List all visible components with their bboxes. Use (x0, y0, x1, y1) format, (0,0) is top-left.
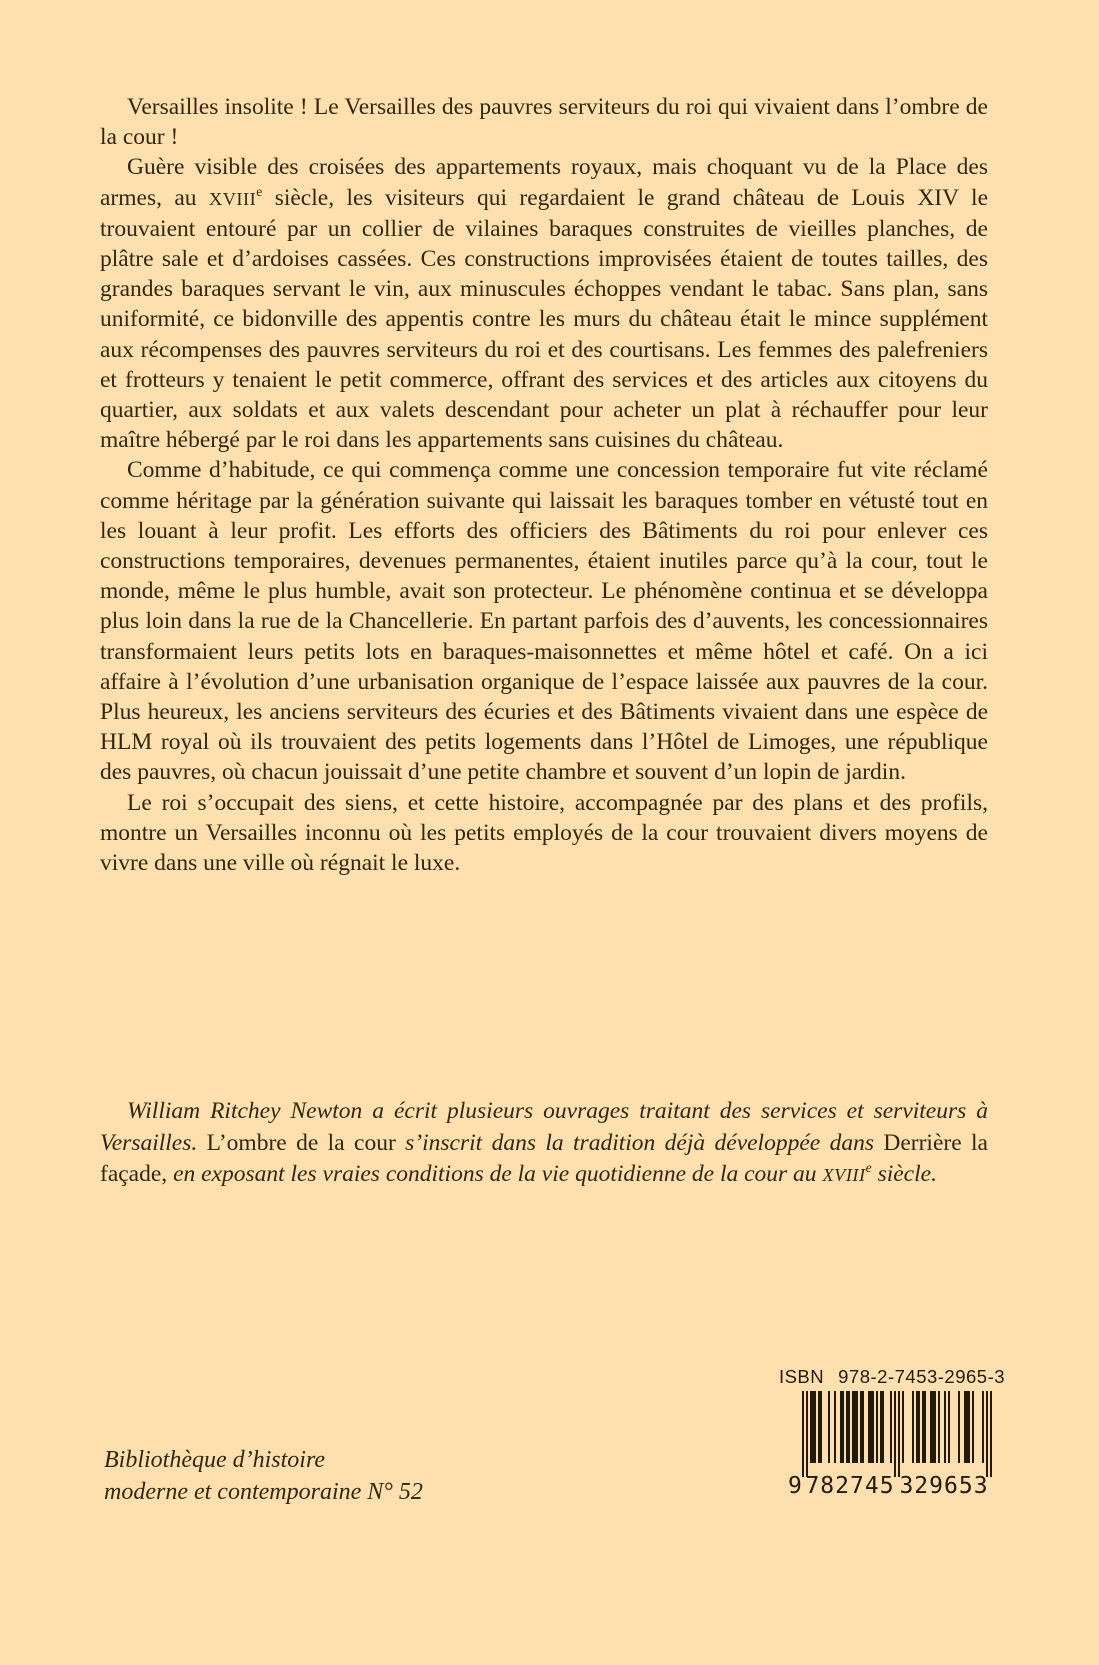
isbn-label: ISBN (778, 1366, 825, 1387)
synopsis-paragraph: Comme d’habitude, ce qui commença comme une concession temporaire fut vite réclamé comme héritage par la génération suivante qui laissait les baraques tomber en vétusté tout en les louant à leur profit. Les efforts des officiers des Bâtiments du roi pour enlever ces constructions temporaires, devenues permanentes, étaient inutiles parce qu’à la cour, tout le monde, même le plus humble, avait son protecteur. Le phénomène continua et se développa plus loin dans la rue de la Chancellerie. En partant parfois des d’auvents, les concessionnaires transformaient leurs petits lots en baraques-maisonnettes et même hôtel et café. On a ici affaire à l’évolution d’une urbanisation organique de l’espace laissée aux pauvres de la cour. Plus heureux, les anciens serviteurs des écuries et des Bâtiments vivaient dans une espèce de HLM royal où ils trouvaient des petits logements dans l’Hôtel de Limoges, une république des pauvres, où chacun jouissait d’une petite chambre et souvent d’un lopin de jardin. (100, 457, 988, 786)
barcode-digits: 329653 (899, 1473, 989, 1497)
isbn-text (776, 1366, 1008, 1388)
synopsis (100, 92, 988, 878)
isbn-block (776, 1366, 1008, 1497)
author-bio-paragraph: William Ritchey Newton a écrit plusieurs ouvrages traitant des services et serviteurs à Versailles. L’ombre de la cour s’inscrit dans la tradition déjà développée dans Derrière la façade, en exposant les vraies conditions de la vie quotidienne de la cour au XVIIIe siècle. (100, 1098, 988, 1187)
synopsis-paragraph: Versailles insolite ! Le Versailles des pauvres serviteurs du roi qui vivaient dans l’ombre de la cour ! (100, 94, 988, 151)
series-label (104, 1444, 423, 1508)
author-bio (100, 1096, 988, 1192)
barcode-digits: 9 (788, 1473, 803, 1497)
series-line-1: Bibliothèque d’histoire (104, 1447, 326, 1473)
synopsis-paragraph: Guère visible des croisées des appartements royaux, mais choquant vu de la Place des armes, au XVIIIe siècle, les visiteurs qui regardaient le grand château de Louis XIV le trouvaient entouré par un collier de vilaines baraques construites de vieilles planches, de plâtre sale et d’ardoises cassées. Ces constructions improvisées étaient de toutes tailles, des grandes baraques servant le vin, aux minuscules échoppes vendant le tabac. Sans plan, sans uniformité, ce bidonville des appentis contre les murs du château était le mince supplément aux récompenses des pauvres serviteurs du roi et des courtisans. Les femmes des palefreniers et frotteurs y tenaient le petit commerce, offrant des services et des articles aux citoyens du quartier, aux soldats et aux valets descendant pour acheter un plat à réchauffer pour leur maître hébergé par le roi dans les appartements sans cuisines du château. (100, 154, 989, 454)
barcode-digits: 782745 (805, 1473, 895, 1497)
ean13-barcode (786, 1391, 998, 1497)
series-line-2: moderne et contemporaine N° 52 (104, 1479, 423, 1505)
synopsis-paragraph: Le roi s’occupait des siens, et cette histoire, accompagnée par des plans et des profils, montre un Versailles inconnu où les petits employés de la cour trouvaient divers moyens de vivre dans une ville où régnait le luxe. (100, 789, 988, 877)
isbn-value: 978-2-7453-2965-3 (838, 1366, 1006, 1387)
